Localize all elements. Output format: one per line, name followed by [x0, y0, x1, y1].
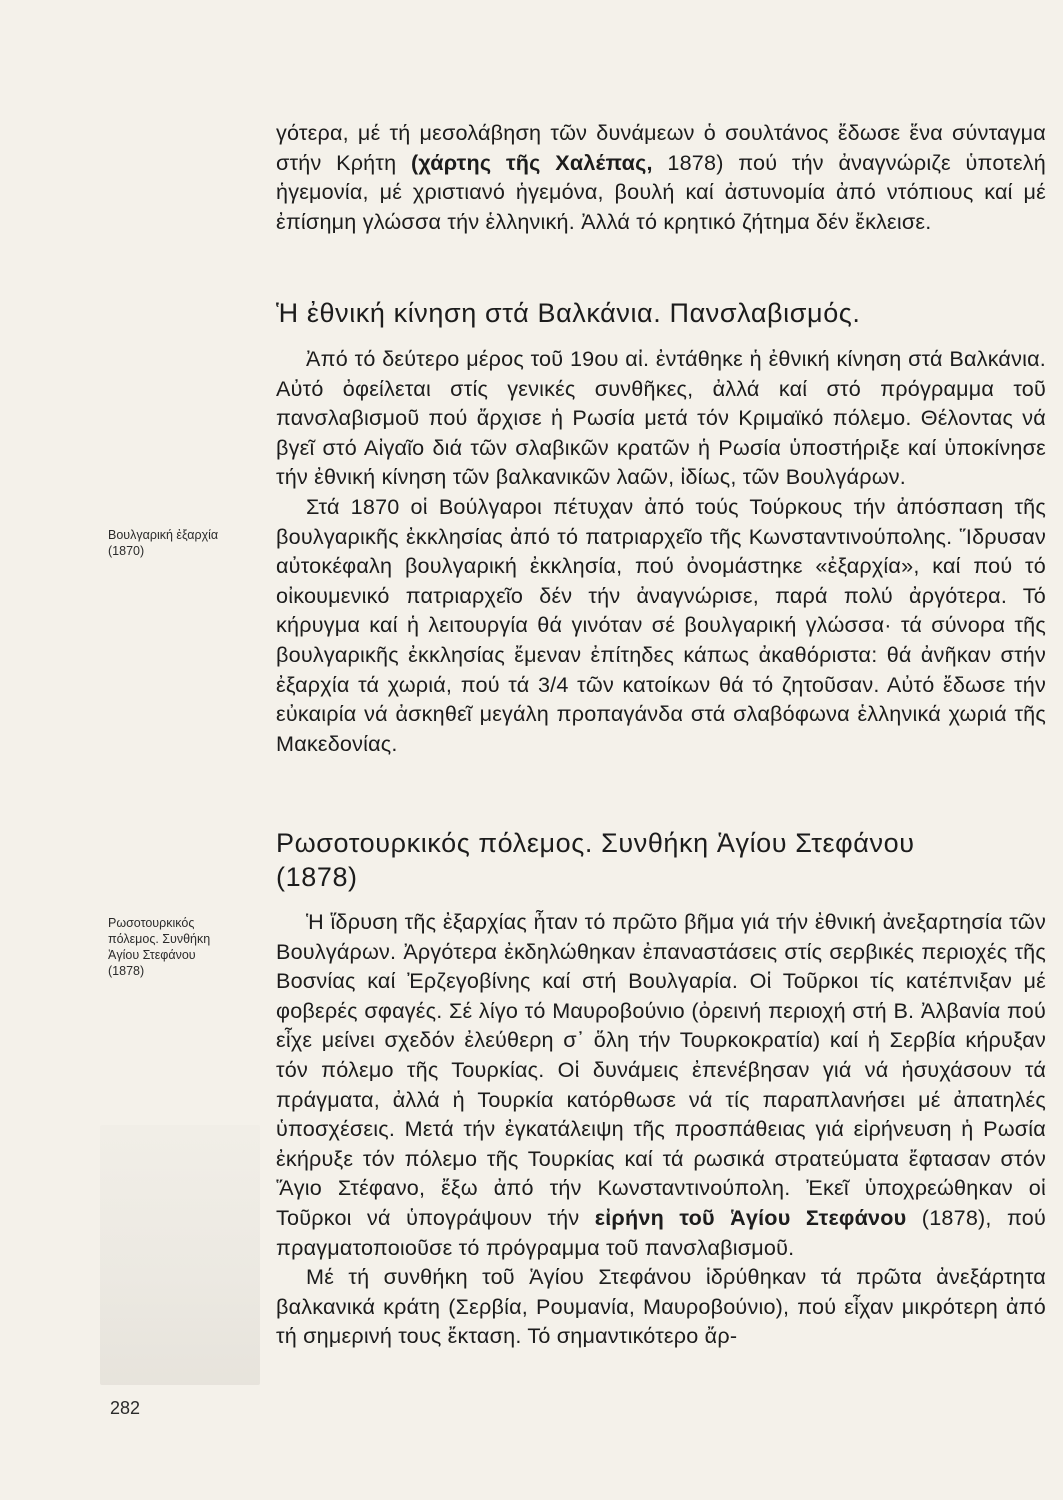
section1-p2-text: Στά 1870 οἱ Βούλγαροι πέτυχαν ἀπό τούς Τούρκους τήν ἀπόσπαση τῆς βουλγαρικῆς ἐκκλησίας ἀπό τό πατριαρχεῖο τῆς Κωνσταντινούπολης. Ἵδρυσαν αὐτοκέφαλη βουλγαρική ἐκκλησία, πού ὀνομάστηκε «ἐξαρχία», καί πού τό οἰκουμενικό πατριαρχεῖο δέν τήν ἀναγνώρισε, παρά πολύ ἀργότερα. Τό κήρυγμα καί ἡ λειτουργία θά γινόταν σέ βουλγαρική γλώσσα· τά σύνορα τῆς βουλγαρικῆς ἐκκλησίας ἔμεναν ἐπίτηδες κάπως ἀκαθόριστα: θά ἀνῆκαν στήν ἐξαρχία τά χωριά, πού τά 3/4 τῶν κατοίκων θά τό ζητοῦσαν. Αὐτό ἔδωσε τήν εὐκαιρία νά ἀσκηθεῖ μεγάλη προπαγάνδα στά σλαβόφωνα ἑλληνικά χωριά τῆς Μακεδονίας. [276, 493, 1046, 756]
section1-paragraph-1 [276, 344, 1046, 492]
section-heading-russo-turkish-war [276, 826, 996, 894]
margin-note-treaty-line2: πόλεμος. Συνθήκη [108, 932, 211, 946]
margin-note-exarchate [108, 527, 258, 559]
intro-text-2: 1878) πού τήν ἀναγνώριζε ὑποτελή ἡγεμονία, μέ χριστιανό ἡγεμόνα, βουλή καί ἀστυνομία ἀπό ντόπιους καί μέ ἐπίσημη γλώσσα τήν ἑλληνική. Ἀλλά τό κρητικό ζήτημα δέν ἔκλεισε. [276, 149, 1046, 234]
section2-bold-term: εἰρήνη τοῦ Ἁγίου Στεφάνου [594, 1204, 907, 1230]
intro-paragraph [276, 118, 1046, 236]
section2-paragraph-1 [276, 907, 1046, 1262]
section2-p1-text-1: Ἡ ἵδρυση τῆς ἐξαρχίας ἦταν τό πρῶτο βῆμα γιά τήν ἐθνική ἀνεξαρτησία τῶν Βουλγάρων. Ἀργότερα ἐκδηλώθηκαν ἐπαναστάσεις στίς σερβικές περιοχές τῆς Βοσνίας καί Ἐρζεγοβίνης καί στή Βουλγαρία. Οἱ Τοῦρκοι τίς κατέπνιξαν μέ φοβερές σφαγές. Σέ λίγο τό Μαυροβούνιο (ὀρεινή περιοχή στή Β. Ἀλβανία πού εἶχε μείνει σχεδόν ἐλεύθερη σ᾽ ὅλη τήν Τουρκοκρατία) καί ἡ Σερβία κήρυξαν τόν πόλεμο τῆς Τουρκίας. Οἱ δυνάμεις ἐπενέβησαν γιά νά ἡσυχάσουν τά πράγματα, ἀλλά ἡ Τουρκία κατόρθωσε νά τίς παραπλανήσει μέ ἀπατηλές ὑποσχέσεις. Μετά τήν ἐγκατάλειψη τῆς προσπάθειας γιά εἰρήνευση ἡ Ρωσία ἐκήρυξε τόν πόλεμο τῆς Τουρκίας καί τά ρωσικά στρατεύματα ἔφτασαν στόν Ἅγιο Στέφανο, ἔξω ἀπό τήν Κωνσταντινούπολη. Ἐκεῖ ὑποχρεώθηκαν οἱ Τοῦρκοι νά ὑπογράψουν τήν [276, 909, 1046, 1230]
intro-bold-term: (χάρτης τῆς Χαλέπας, [410, 149, 653, 175]
section2-heading-line1: Ρωσοτουρκικός πόλεμος. Συνθήκη Ἁγίου Στεφάνου [276, 828, 915, 858]
margin-note-treaty [108, 915, 258, 979]
section1-paragraph-2 [276, 492, 1046, 758]
section2-p2-text: Μέ τή συνθήκη τοῦ Ἁγίου Στεφάνου ἱδρύθηκαν τά πρῶτα ἀνεξάρτητα βαλκανικά κράτη (Σερβία, Ρουμανία, Μαυροβούνιο), πού εἶχαν μικρότερη ἀπό τή σημερινή τους ἔκταση. Τό σημαντικότερο ἄρ- [276, 1264, 1046, 1349]
section2-heading-line2: (1878) [276, 862, 358, 892]
margin-note-exarchate-line1: Βουλγαρική ἐξαρχία [108, 528, 219, 542]
section1-body [276, 344, 1046, 758]
section1-p1-text: Ἀπό τό δεύτερο μέρος τοῦ 19ου αἰ. ἐντάθηκε ἡ ἐθνική κίνηση στά Βαλκάνια. Αὐτό ὀφείλεται στίς γενικές συνθῆκες, ἀλλά καί στό πρόγραμμα τοῦ πανσλαβισμοῦ πού ἄρχισε ἡ Ρωσία μετά τόν Κριμαϊκό πόλεμο. Θέλοντας νά βγεῖ στό Αἰγαῖο διά τῶν σλαβικῶν κρατῶν ἡ Ρωσία ὑποστήριξε καί ὑποκίνησε τήν ἐθνική κίνηση τῶν βαλκανικῶν λαῶν, ἰδίως, τῶν Βουλγάρων. [276, 346, 1046, 490]
section2-body [276, 907, 1046, 1351]
intro-block [276, 118, 1046, 236]
page-number: 282 [110, 1398, 141, 1418]
margin-note-treaty-line4: (1878) [108, 964, 145, 978]
margin-note-exarchate-line2: (1870) [108, 544, 145, 558]
section2-paragraph-2 [276, 1262, 1046, 1351]
intro-text-1: γότερα, μέ τή μεσολάβηση τῶν δυνάμεων ὁ σουλτάνος ἔδωσε ἕνα σύνταγμα στήν Κρήτη [276, 120, 1046, 175]
margin-note-treaty-line1: Ρωσοτουρκικός [108, 916, 195, 930]
margin-note-treaty-line3: Ἁγίου Στεφάνου [108, 948, 196, 962]
section-heading-balkans: Ἡ ἐθνική κίνηση στά Βαλκάνια. Πανσλαβισμός. [276, 298, 861, 328]
faded-photo-fragment [100, 1125, 260, 1385]
section2-p1-text-2: (1878), πού πραγματοποιοῦσε τό πρόγραμμα τοῦ πανσλαβισμοῦ. [276, 1204, 1047, 1260]
